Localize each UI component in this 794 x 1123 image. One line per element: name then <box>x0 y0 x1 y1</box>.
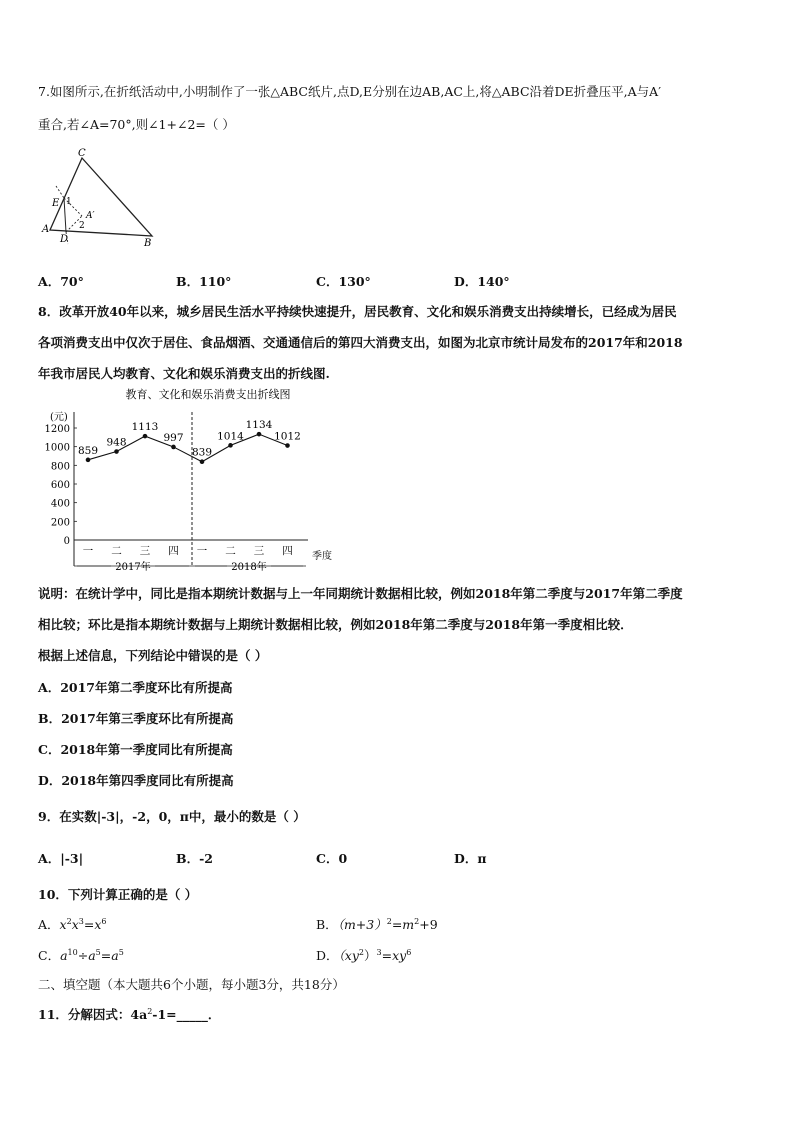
label-angle-2: 2 <box>79 221 85 231</box>
q10-c-base2: ÷a <box>77 948 96 963</box>
data-point <box>257 432 262 437</box>
category-label: 四 <box>168 545 179 557</box>
q10-option-a <box>38 915 106 933</box>
label-c: C <box>78 148 86 159</box>
q10-d-exp1: 2 <box>358 948 364 957</box>
q10-c-exp3: 5 <box>118 948 124 957</box>
q11-suffix: -1=_____． <box>152 1007 221 1022</box>
q7-triangle-figure <box>40 148 160 248</box>
data-label: 1014 <box>217 430 244 443</box>
q10-stem: 10．下列计算正确的是（ ） <box>38 887 198 902</box>
q10-d-result: =xy <box>381 948 407 963</box>
q11-prefix: 11．分解因式：4a <box>38 1007 148 1022</box>
category-label: 二 <box>111 545 122 557</box>
chart-title: 教育、文化和娱乐消费支出折线图 <box>125 388 291 401</box>
q10-c-prefix: C． <box>38 948 61 963</box>
q8-option-a: A．2017年第二季度环比有所提高 <box>38 680 233 695</box>
label-b: B <box>144 238 152 248</box>
q10-option-d <box>316 946 411 964</box>
data-point <box>114 449 119 454</box>
x-axis-label: 季度 <box>312 551 332 562</box>
q7-option-b: B．110° <box>176 274 232 289</box>
data-label: 1113 <box>131 421 159 434</box>
q10-b-exp1: 2 <box>386 917 392 926</box>
q9-option-b: B．-2 <box>176 851 213 866</box>
q10-c-base1: a <box>60 948 68 963</box>
y-tick-label: 0 <box>63 536 70 547</box>
data-point <box>200 459 205 464</box>
q10-d-exp2: 3 <box>376 948 382 957</box>
q8-note-line2: 相比较；环比是指本期统计数据与上期统计数据相比较，例如2018年第二季度与2018年第一季度相比较． <box>38 617 633 632</box>
q11-exp: 2 <box>147 1007 153 1016</box>
consumption-line-chart <box>30 384 360 574</box>
q10-a-prefix: A． <box>38 917 60 932</box>
q10-b-base1: （m+3） <box>337 917 387 932</box>
category-label: 三 <box>253 545 265 557</box>
q8-stem-line1: 8．改革开放40年以来，城乡居民生活水平持续快速提升，居民教育、文化和娱乐消费支出持续增长，已经成为居民 <box>38 304 677 319</box>
q8-stem-line3: 年我市居民人均教育、文化和娱乐消费支出的折线图. <box>38 366 330 381</box>
q10-b-rest: +9 <box>419 917 438 932</box>
q10-b-base2: =m <box>391 917 415 932</box>
q7-option-d: D．140° <box>454 274 510 289</box>
q9-option-d: D．π <box>454 851 487 866</box>
data-label: 839 <box>191 446 213 459</box>
category-label: 一 <box>196 545 208 557</box>
data-point <box>285 443 290 448</box>
data-point <box>171 445 176 450</box>
y-axis-label: (元) <box>50 412 68 423</box>
q9-stem: 9．在实数|-3|，-2，0，π中，最小的数是（ ） <box>38 809 306 824</box>
data-point <box>143 434 148 439</box>
q8-stem-line2: 各项消费支出中仅次于居住、食品烟酒、交通通信后的第四大消费支出，如图为北京市统计局发布的2017年和2018 <box>38 335 683 350</box>
q9-option-c: C．0 <box>316 851 348 866</box>
category-label: 四 <box>282 545 293 557</box>
q10-c-exp1: 10 <box>67 948 78 957</box>
q10-d-paren: ） <box>364 948 377 963</box>
q10-a-exp3: 6 <box>101 917 107 926</box>
data-label: 997 <box>163 431 184 444</box>
label-e: E <box>52 198 60 209</box>
q8-option-d: D．2018年第四季度同比有所提高 <box>38 773 234 788</box>
q10-b-exp2: 2 <box>414 917 420 926</box>
category-label: 一 <box>82 545 94 557</box>
label-d: D <box>60 234 69 245</box>
data-label: 948 <box>106 436 127 449</box>
q10-c-result: =a <box>100 948 119 963</box>
data-point <box>228 443 233 448</box>
q10-b-prefix: B． <box>316 917 338 932</box>
data-point <box>86 458 91 463</box>
q7-option-c: C．130° <box>316 274 371 289</box>
q9-option-a: A．|-3| <box>38 851 84 866</box>
q8-option-b: B．2017年第三季度环比有所提高 <box>38 711 234 726</box>
year-group-label: 2018年 <box>231 562 267 573</box>
data-label: 1012 <box>274 430 301 443</box>
q10-a-base2: x <box>71 917 79 932</box>
q10-a-base1: x <box>59 917 67 932</box>
q7-stem-line2: 重合,若∠A=70°,则∠1+∠2=（ ） <box>38 117 235 132</box>
y-tick-label: 1000 <box>44 442 70 454</box>
q10-a-exp2: 3 <box>78 917 84 926</box>
data-label: 859 <box>77 444 99 457</box>
label-angle-1: 1 <box>66 197 72 207</box>
y-tick-label: 600 <box>50 480 70 491</box>
q7-stem-line1: 7.如图所示,在折纸活动中,小明制作了一张△ABC纸片,点D,E分别在边AB,AC上,将△ABC沿着DE折叠压平,A与A′ <box>38 84 662 99</box>
year-group-label: 2017年 <box>115 562 151 573</box>
y-tick-label: 800 <box>50 461 70 473</box>
data-label: 1134 <box>245 419 273 432</box>
q10-c-exp2: 5 <box>95 948 101 957</box>
section-2-heading: 二、填空题（本大题共6个小题，每小题3分，共18分） <box>38 977 345 992</box>
q7-option-a: A．70° <box>38 274 84 289</box>
q10-a-exp1: 2 <box>66 917 72 926</box>
fold-line-ext-top <box>56 186 64 198</box>
q11-stem <box>38 1005 220 1023</box>
category-label: 三 <box>139 545 151 557</box>
label-a: A <box>42 224 50 235</box>
y-tick-label: 1200 <box>44 424 70 435</box>
q10-d-prefix: D． <box>316 948 339 963</box>
q8-note-line1: 说明：在统计学中，同比是指本期统计数据与上一年同期统计数据相比较，例如2018年第二季度与2017年第二季度 <box>38 586 683 601</box>
y-tick-label: 400 <box>50 498 70 510</box>
q8-option-c: C．2018年第一季度同比有所提高 <box>38 742 233 757</box>
q10-d-exp3: 6 <box>406 948 412 957</box>
label-a-prime: A′ <box>86 211 95 221</box>
q10-option-b <box>316 915 438 933</box>
q10-d-base1: （xy <box>338 948 359 963</box>
q10-option-c <box>38 946 124 964</box>
q8-question: 根据上述信息，下列结论中错误的是（ ） <box>38 648 268 663</box>
y-tick-label: 200 <box>50 517 70 529</box>
q10-a-result: =x <box>83 917 102 932</box>
category-label: 二 <box>225 545 236 557</box>
